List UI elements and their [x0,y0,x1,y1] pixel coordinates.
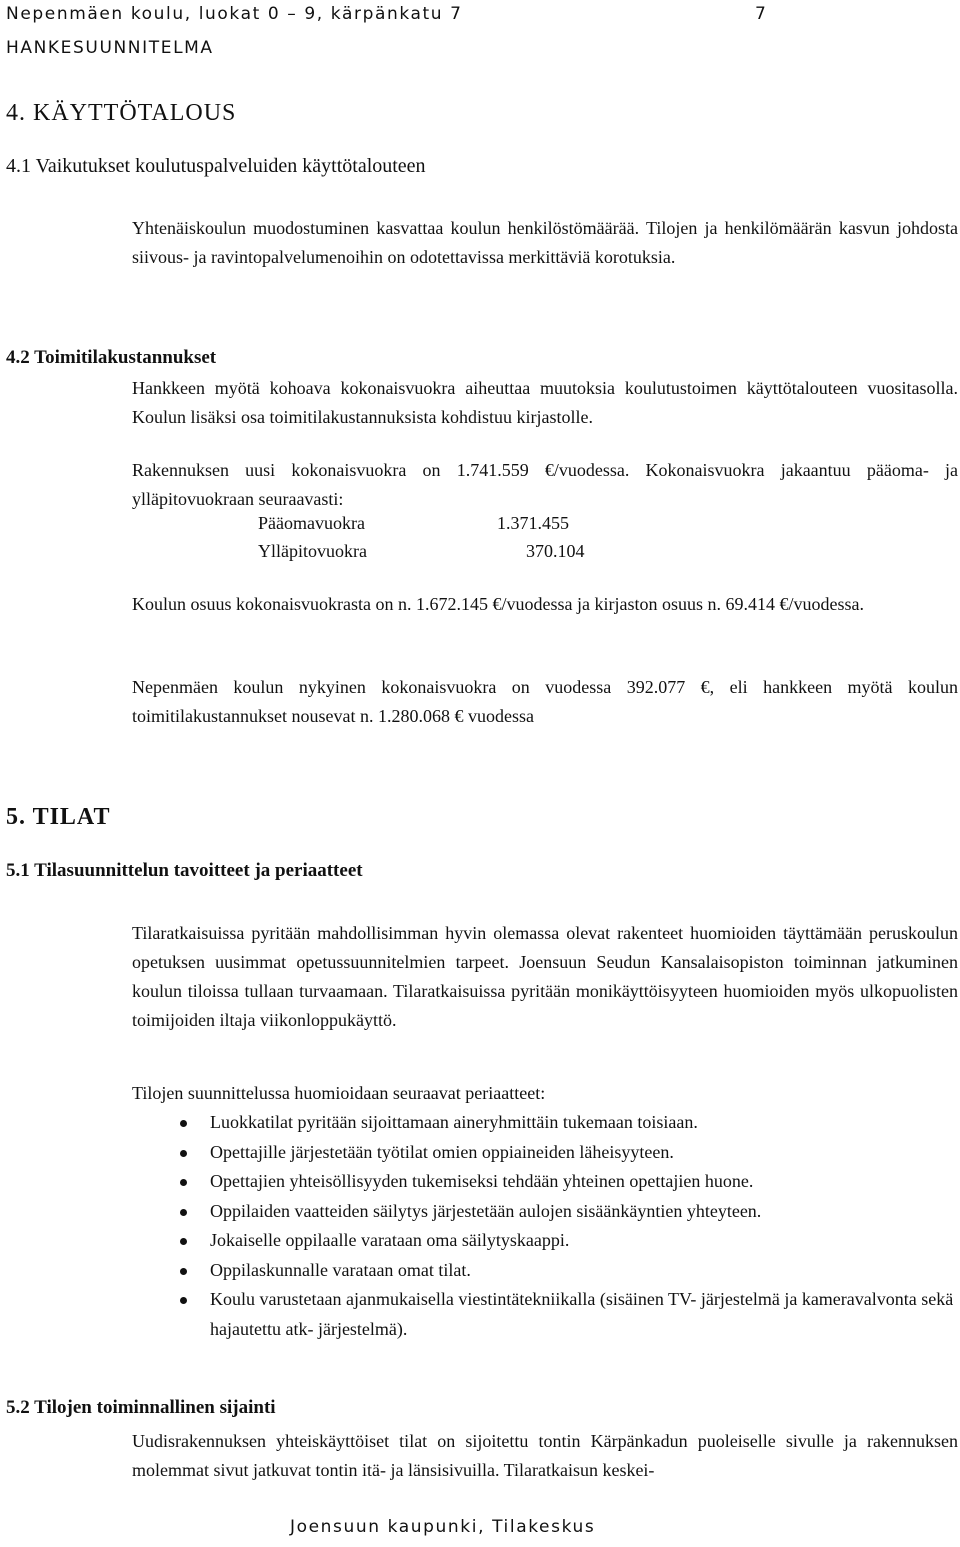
list-item: Luokkatilat pyritään sijoittamaan aineryhmittäin tukemaan toisiaan. [132,1108,958,1138]
section-4-heading: 4. KÄYTTÖTALOUS [6,100,237,126]
footer-text: Joensuun kaupunki, Tilakeskus [290,1517,596,1537]
section-4-2-paragraph-1: Hankkeen myötä kohoava kokonaisvuokra aiheuttaa muutoksia koulutustoimen käyttötalouteen vuositasolla. Koulun lisäksi osa toimitilakustannuksista kohdistuu kirjastolle. [132,378,958,427]
section-4-2-paragraph-4: Nepenmäen koulun nykyinen kokonaisvuokra on vuodessa 392.077 €, eli hankkeen myötä koulun toimitilakustannukset nousevat n. 1.280.068 € vuodessa [132,677,958,726]
section-5-2-paragraph-1: Uudisrakennuksen yhteiskäyttöiset tilat on sijoitettu tontin Kärpänkadun puoleiselle sivulle ja rakennuksen molemmat sivut jatkuvat tontin itä- ja länsisivuilla. Tilaratkaisun keskei- [132,1431,958,1480]
rent-row-label: Pääomavuokra [258,513,365,533]
section-5-1-heading: 5.1 Tilasuunnittelun tavoitteet ja periaatteet [6,860,363,881]
section-5-2-heading: 5.2 Tilojen toiminnallinen sijainti [6,1397,276,1418]
rent-row-value: 1.371.455 [497,513,569,533]
list-item: Koulu varustetaan ajanmukaisella viestintätekniikalla (sisäinen TV- järjestelmä ja kameravalvonta sekä hajautettu atk- järjestelmä). [132,1285,958,1344]
list-item: Oppilaiden vaatteiden säilytys järjestetään aulojen sisäänkäyntien yhteyteen. [132,1197,958,1227]
header-subtitle: HANKESUUNNITELMA [6,38,214,58]
principles-list [132,1108,958,1344]
section-5-heading: 5. TILAT [6,804,111,830]
list-item: Jokaiselle oppilaalle varataan oma säilytyskaappi. [132,1226,958,1256]
rent-row-label: Ylläpitovuokra [258,541,367,561]
section-4-2-paragraph-2: Rakennuksen uusi kokonaisvuokra on 1.741.559 €/vuodessa. Kokonaisvuokra jakaantuu pääoma- ja ylläpitovuokraan seuraavasti: [132,460,958,509]
list-item: Oppilaskunnalle varataan omat tilat. [132,1256,958,1286]
page-number: 7 [755,4,768,24]
section-4-2-paragraph-3: Koulun osuus kokonaisvuokrasta on n. 1.672.145 €/vuodessa ja kirjaston osuus n. 69.414 €/vuodessa. [132,594,864,614]
list-item: Opettajien yhteisöllisyyden tukemiseksi tehdään yhteinen opettajien huone. [132,1167,958,1197]
section-4-2-heading: 4.2 Toimitilakustannukset [6,347,217,368]
section-5-1-paragraph-1: Tilaratkaisuissa pyritään mahdollisimman hyvin olemassa olevat rakenteet huomioiden täyttämään peruskoulun opetuksen uusimmat opetussuunnitelmien tarpeet. Joensuun Seudun Kansalaisopiston toiminnan jatkuminen koulun tiloissa tullaan turvaamaan. Tilaratkaisuissa pyritään monikäyttöisyyteen huomioiden myös ulkopuolisten toimijoiden iltaja viikonloppukäyttö. [132,923,958,1030]
section-4-1-text: Yhtenäiskoulun muodostuminen kasvattaa koulun henkilöstömäärää. Tilojen ja henkilömäärän kasvun johdosta siivous- ja ravintopalvelumenoihin on odotettavissa merkittäviä korotuksia. [132,218,958,267]
rent-row-value: 370.104 [526,541,585,561]
header-title: Nepenmäen koulu, luokat 0 – 9, kärpänkatu 7 [6,4,463,24]
section-5-1-list-intro: Tilojen suunnittelussa huomioidaan seuraavat periaatteet: [132,1083,546,1103]
list-item: Opettajille järjestetään työtilat omien oppiaineiden läheisyyteen. [132,1138,958,1168]
section-4-1-heading: 4.1 Vaikutukset koulutuspalveluiden käyttötalouteen [6,155,426,177]
